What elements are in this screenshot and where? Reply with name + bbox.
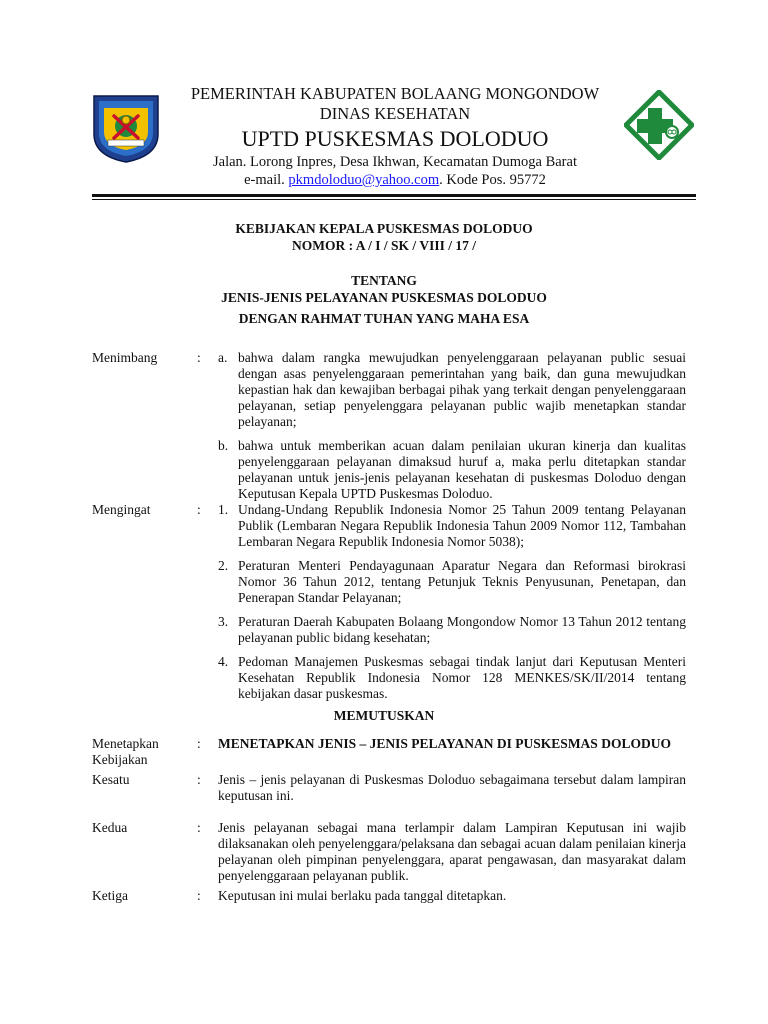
decree-subject: JENIS-JENIS PELAYANAN PUSKESMAS DOLODUO (221, 290, 547, 305)
section-body (218, 350, 686, 510)
section-colon: : (197, 350, 201, 365)
letterhead-text (160, 84, 630, 189)
decree-number: NOMOR : A / I / SK / VIII / 17 / (292, 238, 476, 253)
list-item (218, 614, 686, 646)
section-body: Jenis – jenis pelayanan di Puskesmas Doloduo sebagaimana tersebut dalam lampiran keputusan ini. (218, 772, 686, 803)
item-text: bahwa untuk memberikan acuan dalam penilaian ukuran kinerja dan kualitas penyelenggaraan pelayanan dimaksud huruf a, maka perlu ditetapkan standar pelayanan untuk jenis-jenis pelayanan kesehatan di puskesmas Doloduo dengan Keputusan Kepala UPTD Puskesmas Doloduo. (238, 438, 686, 501)
letterhead-divider-thin (92, 199, 696, 200)
list-item (218, 654, 686, 702)
email-link[interactable]: pkmdoloduo@yahoo.com (288, 172, 440, 188)
item-marker: 4. (218, 654, 229, 669)
letterhead (0, 80, 768, 190)
institution-name: UPTD PUSKESMAS DOLODUO (241, 126, 549, 151)
section-colon: : (197, 888, 201, 903)
decision-heading: MEMUTUSKAN (333, 708, 435, 723)
item-marker: 2. (218, 558, 229, 573)
section-body: Jenis pelayanan sebagai mana terlampir dalam Lampiran Keputusan ini wajib dilaksanakan oleh penyelenggara/pelaksana dan sebagai acuan dalam penilaian kinerja pelayanan oleh pimpinan penyelenggara, aparat pengawasan, dan masyarakat dalam penyelenggaraan pelayanan publik. (218, 820, 686, 883)
section-colon: : (197, 736, 201, 751)
section-label: Menimbang (92, 350, 158, 365)
section-body (218, 502, 686, 710)
list-item (218, 558, 686, 606)
section-label: Menetapkan Kebijakan (92, 736, 159, 767)
section-label: Kedua (92, 820, 128, 835)
item-text: Peraturan Menteri Pendayagunaan Aparatur Negara dan Reformasi birokrasi Nomor 36 Tahun 2012, tentang Petunjuk Teknis Penyusunan, Penetapan, dan Penerapan Standar Pelayanan; (238, 558, 686, 605)
government-name: PEMERINTAH KABUPATEN BOLAANG MONGONDOW (190, 84, 600, 103)
address: Jalan. Lorong Inpres, Desa Ikhwan, Kecamatan Dumoga Barat (213, 154, 577, 170)
preamble: DENGAN RAHMAT TUHAN YANG MAHA ESA (238, 311, 530, 326)
list-item (218, 350, 686, 430)
decree-title: KEBIJAKAN KEPALA PUSKESMAS DOLODUO (235, 221, 533, 236)
item-text: Peraturan Daerah Kabupaten Bolaang Mongondow Nomor 13 Tahun 2012 tentang pelayanan public bidang kesehatan; (238, 614, 686, 645)
section-label: Mengingat (92, 502, 151, 517)
item-text: bahwa dalam rangka mewujudkan penyelenggaraan pelayanan public sesuai dengan asas penyelenggaraan pemerintahan yang baik, dan guna mewujudkan kepastian hak dan kewajiban berbagai pihak yang terkait dengan penyelenggaraan pelayanan, setiap penyelenggara pelayanan public wajib menetapkan standar pelayanan; (238, 350, 686, 429)
item-text: Pedoman Manajemen Puskesmas sebagai tindak lanjut dari Keputusan Menteri Kesehatan Republik Indonesia Nomor 128 MENKES/SK/II/2014 tentang kebijakan dasar puskesmas. (238, 654, 686, 701)
item-text: Undang-Undang Republik Indonesia Nomor 25 Tahun 2009 tentang Pelayanan Publik (Lembaran Negara Republik Indonesia Tahun 2009 Nomor 112, Tambahan Lembaran Negara Republik Indonesia Nomor 5038); (238, 502, 686, 549)
postal-code: . Kode Pos. 95772 (439, 172, 546, 188)
list-item (218, 502, 686, 550)
section-colon: : (197, 502, 201, 517)
section-colon: : (197, 772, 201, 787)
list-item (218, 438, 686, 502)
item-marker: b. (218, 438, 229, 453)
section-label: Ketiga (92, 888, 128, 903)
puskesmas-logo-icon (624, 90, 694, 160)
email-prefix: e-mail. (244, 172, 289, 188)
section-body: Keputusan ini mulai berlaku pada tanggal ditetapkan. (218, 888, 507, 903)
decree-titles (0, 220, 768, 327)
letterhead-divider-thick (92, 194, 696, 197)
item-marker: 3. (218, 614, 229, 629)
contact-line (160, 171, 630, 189)
item-marker: a. (218, 350, 228, 365)
section-label: Kesatu (92, 772, 130, 787)
item-marker: 1. (218, 502, 229, 517)
agency-name: DINAS KESEHATAN (319, 104, 471, 123)
about-heading: TENTANG (351, 273, 417, 288)
section-body: MENETAPKAN JENIS – JENIS PELAYANAN DI PUSKESMAS DOLODUO (218, 736, 671, 751)
section-colon: : (197, 820, 201, 835)
regency-emblem-icon (92, 94, 160, 164)
